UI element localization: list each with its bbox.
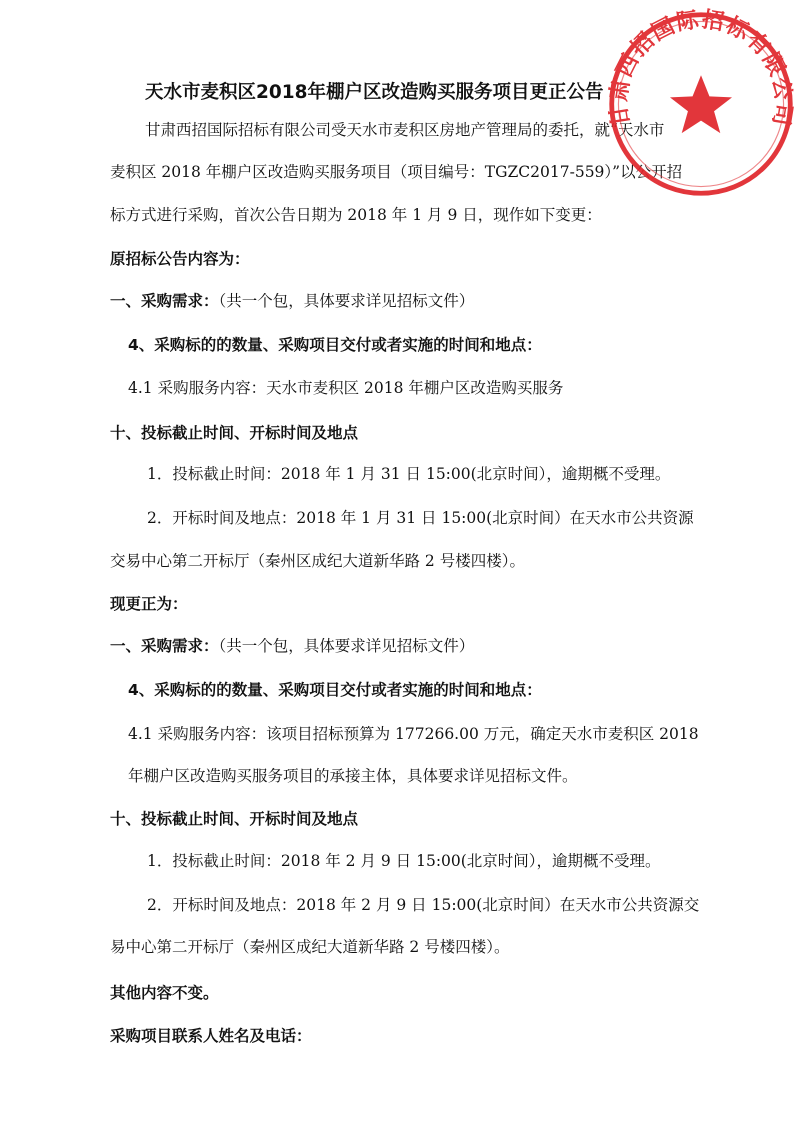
corrected-item-4-1-line-1: 4.1 采购服务内容：该项目招标预算为 177266.00 万元，确定天水市麦积区 2018 <box>128 725 699 743</box>
original-item-4-1: 4.1 采购服务内容：天水市麦积区 2018 年棚户区改造购买服务 <box>128 379 564 397</box>
corrected-sec4-heading: 4、采购标的的数量、采购项目交付或者实施的时间和地点： <box>128 681 542 699</box>
seal-text: 甘肃西招国际招标有限公司 <box>606 8 796 129</box>
intro-line-2: 麦积区 2018 年棚户区改造购买服务项目（项目编号：TGZC2017-559）”以公开招 <box>110 163 683 181</box>
corrected-item-2-line-1: 2．开标时间及地点：2018 年 2 月 9 日 15:00(北京时间）在天水市公共资源交 <box>147 896 700 914</box>
document-title: 天水市麦积区2018年棚户区改造购买服务项目更正公告 <box>145 82 604 103</box>
original-sec10-heading: 十、投标截止时间、开标时间及地点 <box>110 424 359 442</box>
original-item-2-line-1: 2．开标时间及地点：2018 年 1 月 31 日 15:00(北京时间）在天水市公共资源 <box>147 509 694 527</box>
original-heading: 原招标公告内容为： <box>110 250 250 268</box>
corrected-item-2-line-2: 易中心第二开标厅（秦州区成纪大道新华路 2 号楼四楼）。 <box>110 938 510 956</box>
corrected-sec10-heading: 十、投标截止时间、开标时间及地点 <box>110 810 359 828</box>
original-item-2-line-2: 交易中心第二开标厅（秦州区成纪大道新华路 2 号楼四楼）。 <box>110 552 525 570</box>
original-sec1-heading: 一、采购需求： <box>110 292 219 310</box>
original-item-1: 1．投标截止时间：2018 年 1 月 31 日 15:00(北京时间），逾期概不受理。 <box>147 465 671 483</box>
corrected-heading: 现更正为： <box>110 595 188 613</box>
intro-line-1: 甘肃西招国际招标有限公司受天水市麦积区房地产管理局的委托，就“天水市 <box>145 121 665 139</box>
corrected-sec1-heading: 一、采购需求： <box>110 637 219 655</box>
intro-line-3: 标方式进行采购，首次公告日期为 2018 年 1 月 9 日，现作如下变更： <box>110 206 602 224</box>
contact-heading: 采购项目联系人姓名及电话： <box>110 1027 312 1045</box>
original-section-1 <box>110 291 474 311</box>
corrected-section-1 <box>110 636 474 656</box>
original-sec4-heading: 4、采购标的的数量、采购项目交付或者实施的时间和地点： <box>128 336 542 354</box>
seal-graphic <box>605 8 795 193</box>
company-seal-icon <box>605 8 797 200</box>
original-sec1-note: （共一个包，具体要求详见招标文件） <box>218 292 475 310</box>
corrected-item-4-1-line-2: 年棚户区改造购买服务项目的承接主体，具体要求详见招标文件。 <box>128 767 578 785</box>
other-unchanged: 其他内容不变。 <box>110 984 219 1002</box>
corrected-item-1: 1．投标截止时间：2018 年 2 月 9 日 15:00(北京时间），逾期概不受理。 <box>147 852 661 870</box>
corrected-sec1-note: （共一个包，具体要求详见招标文件） <box>218 637 475 655</box>
